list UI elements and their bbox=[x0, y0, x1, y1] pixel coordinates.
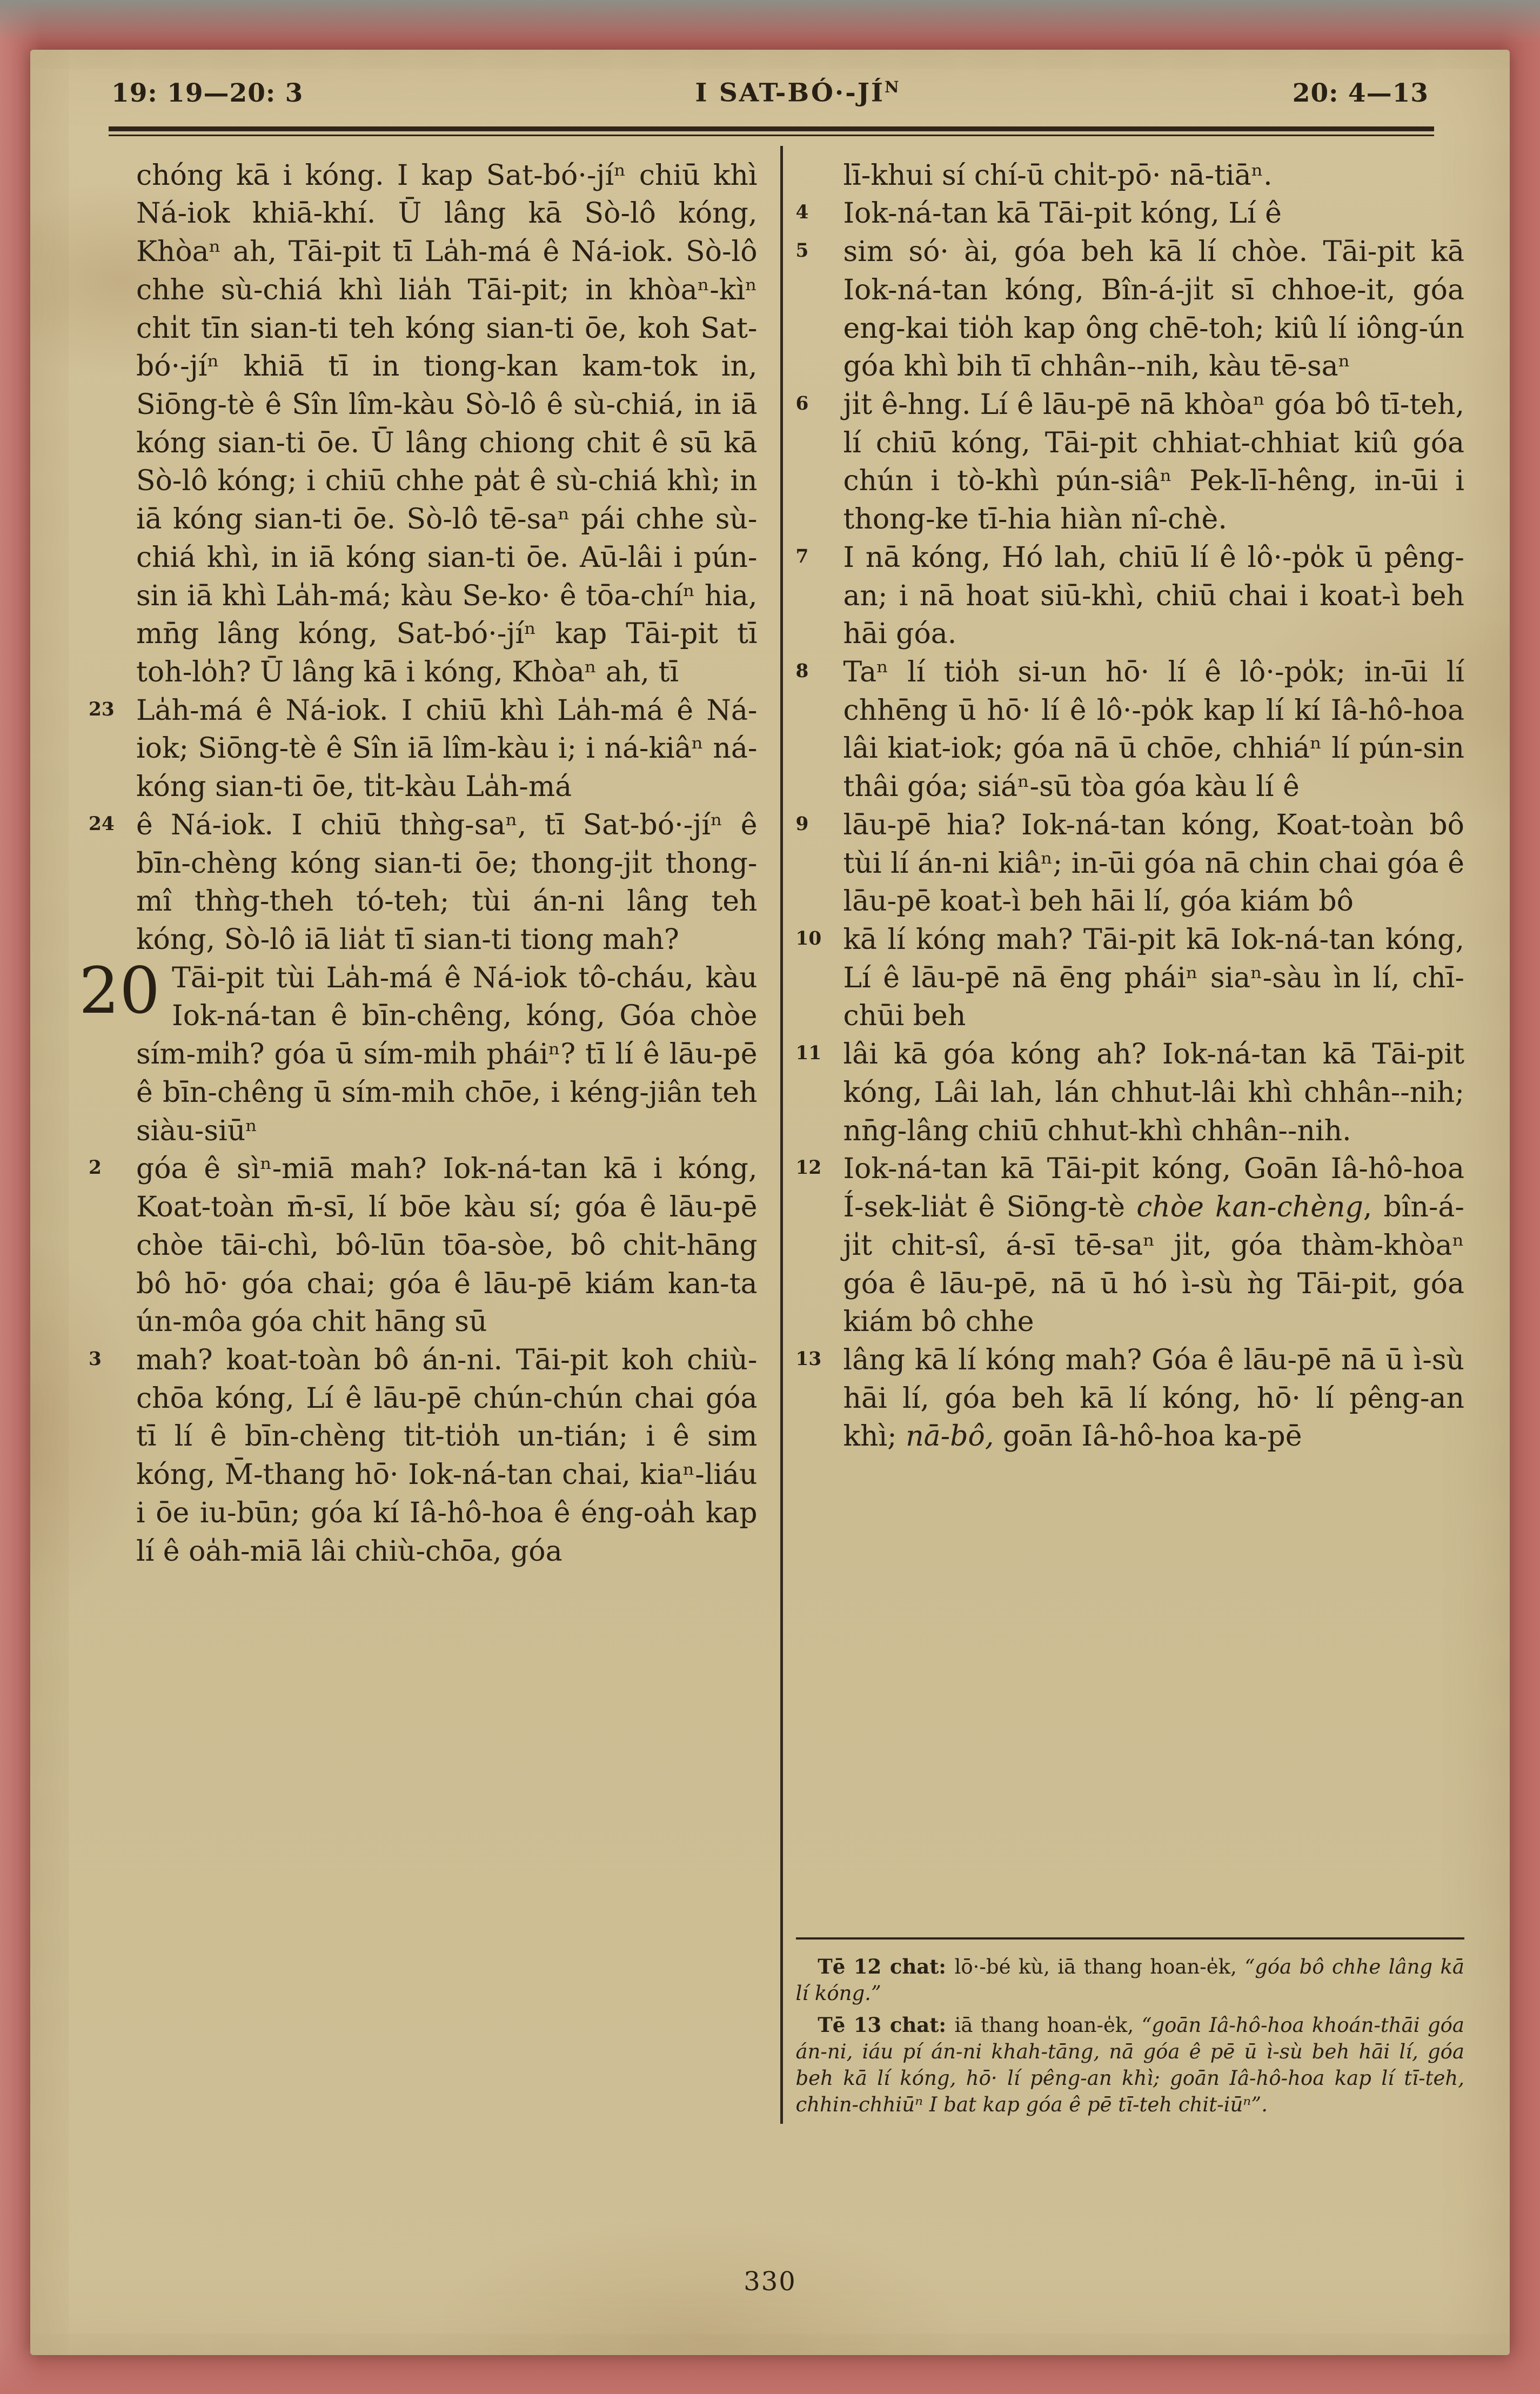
footnote bbox=[796, 1954, 1465, 2007]
verse-number: 24 bbox=[89, 813, 115, 835]
verse-paragraph bbox=[89, 1341, 758, 1570]
text-run: kā lí kóng mah? Tāi-pit kā Iok-ná-tan kóng, Lí ê lāu-pē nā ēng pháiⁿ siaⁿ-sàu ìn lí, chī-chūi beh bbox=[843, 924, 1464, 1033]
verse-number: 2 bbox=[89, 1157, 102, 1179]
verse-number: 10 bbox=[795, 928, 822, 950]
right-column bbox=[783, 157, 1472, 2124]
book-title-text: I SAT-BÓ·-JÍ bbox=[695, 78, 885, 108]
header-rule bbox=[109, 126, 1434, 136]
text-run: goān Iâ-hô-hoa ka-pē bbox=[994, 1420, 1302, 1453]
text-run: La̍h-má ê Ná-iok. I chiū khì La̍h-má ê Ná-iok; Siōng-tè ê Sîn iā lîm-kàu i; i ná-kiâⁿ ná-kóng sian-ti ōe, ti̍t-kàu La̍h-má bbox=[136, 694, 758, 804]
verse-paragraph bbox=[89, 806, 758, 959]
text-run: “goān Iâ-hô-hoa khoán-thāi góa án-ni, iáu pí án-ni khah-tāng, nā góa ê pē ū ì-sù beh hāi lí, góa beh kā lí kóng, hō· lí pêng-an khì; goān Iâ-hô-hoa kap lí tī-teh, chhin-chhiūⁿ I bat kap góa ê pē tī-teh chit-iūⁿ”. bbox=[795, 2014, 1464, 2116]
verse-paragraph bbox=[795, 195, 1465, 233]
text-run: “góa bô chhe lâng kā lí kóng.” bbox=[795, 1955, 1464, 2005]
text-run: lâng kā lí kóng mah? Góa ê lāu-pē nā ū ì-sù hāi lí, góa beh kā lí kóng, hō· lí pêng-an khì; bbox=[843, 1343, 1464, 1453]
left-column bbox=[72, 157, 780, 2124]
text-run: lī-khui sí chí-ū chi̍t-pō· nā-tiāⁿ. bbox=[843, 159, 1273, 192]
book-title bbox=[695, 78, 900, 108]
text-run: Iok-ná-tan kā Tāi-pit kóng, Lí ê bbox=[843, 197, 1282, 230]
text-run: sim só· ài, góa beh kā lí chòe. Tāi-pit kā Iok-ná-tan kóng, Bîn-á-ji̍t sī chhoe-it, góa eng-kai tio̍h kap ông chē-toh; kiû lí iông-ún góa khì bih tī chhân--nih, kàu tē-saⁿ bbox=[843, 236, 1464, 383]
verse-paragraph bbox=[136, 157, 758, 692]
text-run: ji̍t ê-hng. Lí ê lāu-pē nā khòaⁿ góa bô tī-teh, lí chiū kóng, Tāi-pit chhiat-chhiat kiû góa chún i tò-khì pún-siâⁿ Pek-lī-hêng, in-ūi i thong-ke tī-hia hiàn nî-chè. bbox=[843, 388, 1464, 536]
verse-paragraph bbox=[795, 386, 1465, 539]
verse-number: 9 bbox=[795, 813, 809, 835]
text-run: Tē 13 chat: bbox=[818, 2013, 955, 2037]
verse-number: 13 bbox=[795, 1348, 822, 1370]
verse-paragraph bbox=[795, 1341, 1465, 1456]
verse-paragraph bbox=[795, 233, 1465, 386]
text-run: góa ê sìⁿ-miā mah? Iok-ná-tan kā i kóng, Koat-toàn m̄-sī, lí bōe kàu sí; góa ê lāu-pē chòe tāi-chì, bô-lūn tōa-sòe, bô chi̍t-hāng bô hō· góa chai; góa ê lāu-pē kiám kan-ta ún-môa góa chit hāng sū bbox=[136, 1153, 758, 1339]
verse-number: 4 bbox=[795, 202, 809, 224]
verse-number: 5 bbox=[795, 240, 809, 262]
verse-number: 7 bbox=[795, 545, 809, 567]
verse-number: 6 bbox=[795, 392, 809, 414]
text-run: Tāi-pit tùi La̍h-má ê Ná-iok tô-cháu, kàu Iok-ná-tan ê bīn-chêng, kóng, Góa chòe sím-mi̍h? góa ū sím-mi̍h pháiⁿ? tī lí ê lāu-pē ê bīn-chêng ū sím-mi̍h chōe, i kéng-jiân teh siàu-siūⁿ bbox=[136, 961, 758, 1147]
book-page bbox=[30, 50, 1510, 2355]
verse-paragraph bbox=[795, 653, 1465, 806]
page-number: 330 bbox=[744, 2266, 796, 2297]
text-run: chóng kā i kóng. I kap Sat-bó·-jíⁿ chiū khì Ná-iok khiā-khí. Ū lâng kā Sò-lô kóng, Khòaⁿ ah, Tāi-pit tī La̍h-má ê Ná-iok. Sò-lô chhe sù-chiá khì lia̍h Tāi-pit; in khòaⁿ-kìⁿ chi̍t tīn sian-ti teh kóng sian-ti ōe, koh Sat-bó·-jíⁿ khiā tī in tiong-kan kam-tok in, Siōng-tè ê Sîn lîm-kàu Sò-lô ê sù-chiá, in iā kóng sian-ti ōe. Ū lâng chiong chit ê sū kā Sò-lô kóng; i chiū chhe pa̍t ê sù-chiá khì; in iā kóng sian-ti ōe. Sò-lô tē-saⁿ pái chhe sù-chiá khì, in iā kóng sian-ti ōe. Aū-lâi i pún-sin iā khì La̍h-má; kàu Se-ko· ê tōa-chíⁿ hia, mn̄g lâng kóng, Sat-bó·-jíⁿ kap Tāi-pit tī toh-lo̍h? Ū lâng kā i kóng, Khòaⁿ ah, tī bbox=[136, 159, 758, 688]
verse-paragraph bbox=[795, 1035, 1465, 1150]
text-run: mah? koat-toàn bô án-ni. Tāi-pit koh chiù-chōa kóng, Lí ê lāu-pē chún-chún chai góa tī lí ê bīn-chèng ti̍t-tio̍h un-tián; i ê sim kóng, M̄-thang hō· Iok-ná-tan chai, kiaⁿ-liáu i ōe iu-būn; góa kí Iâ-hô-hoa ê éng-oa̍h kap lí ê oa̍h-miā lâi chiù-chōa, góa bbox=[136, 1343, 758, 1568]
chapter-opening-paragraph bbox=[79, 953, 758, 1151]
running-header bbox=[30, 50, 1510, 108]
text-run: Taⁿ lí tio̍h si-un hō· lí ê lô·-po̍k; in-ūi lí chhēng ū hō· lí ê lô·-po̍k kap lí kí Iâ-hô-hoa lâi kiat-iok; góa nā ū chōe, chhiáⁿ lí pún-sin thâi góa; siáⁿ-sū tòa góa kàu lí ê bbox=[843, 656, 1464, 804]
footnote-separator-rule bbox=[796, 1937, 1465, 1940]
text-columns bbox=[30, 136, 1510, 2124]
chapter-number: 20 bbox=[79, 953, 160, 1028]
verse-paragraph bbox=[795, 806, 1465, 921]
footnote bbox=[796, 2012, 1465, 2118]
verse-number: 3 bbox=[89, 1348, 102, 1370]
verse-number: 8 bbox=[795, 660, 809, 682]
verse-number: 11 bbox=[795, 1042, 822, 1065]
text-run: nā-bô, bbox=[906, 1420, 994, 1453]
verse-paragraph bbox=[795, 921, 1465, 1035]
text-run: , bîn-á-ji̍t chit-sî, á-sī tē-saⁿ ji̍t, góa thàm-khòaⁿ góa ê lāu-pē, nā ū hó ì-sù ǹg Tāi-pit, góa kiám bô chhe bbox=[843, 1191, 1464, 1339]
text-run: lō·-bé kù, iā thang hoan-e̍k, bbox=[954, 1955, 1245, 1978]
verse-number: 12 bbox=[795, 1157, 822, 1179]
verse-paragraph bbox=[795, 1150, 1465, 1341]
verse-paragraph bbox=[795, 539, 1465, 653]
text-run: lāu-pē hia? Iok-ná-tan kóng, Koat-toàn bô tùi lí án-ni kiâⁿ; in-ūi góa nā chin chai góa ê lāu-pē koat-ì beh hāi lí, góa kiám bô bbox=[843, 808, 1464, 918]
text-run: iā thang hoan-e̍k, bbox=[954, 2014, 1142, 2037]
text-run: ê Ná-iok. I chiū thǹg-saⁿ, tī Sat-bó·-jíⁿ ê bīn-chèng kóng sian-ti ōe; thong-ji̍t thong-mî thǹg-theh tó-teh; tùi án-ni lâng teh kóng, Sò-lô iā lia̍t tī sian-ti tiong mah? bbox=[136, 808, 758, 957]
text-run: lâi kā góa kóng ah? Iok-ná-tan kā Tāi-pit kóng, Lâi lah, lán chhut-lâi khì chhân--nih; nn̄g-lâng chiū chhut-khì chhân--nih. bbox=[843, 1038, 1464, 1147]
verse-paragraph bbox=[89, 692, 758, 806]
verse-number: 23 bbox=[89, 698, 115, 720]
text-run: Iok-ná-tan kā Tāi-pit kóng, Goān Iâ-hô-hoa Í-sek-lia̍t ê Siōng-tè bbox=[843, 1153, 1464, 1224]
text-run: chòe kan-chèng bbox=[1136, 1191, 1363, 1224]
text-run: Tē 12 chat: bbox=[818, 1954, 955, 1978]
verse-paragraph bbox=[843, 157, 1465, 195]
header-right-reference: 20: 4—13 bbox=[1292, 78, 1429, 108]
footnotes-section bbox=[795, 1954, 1465, 2124]
header-left-reference: 19: 19—20: 3 bbox=[111, 78, 304, 108]
left-column-verses bbox=[79, 157, 758, 1571]
text-run: I nā kóng, Hó lah, chiū lí ê lô·-po̍k ū pêng-an; i nā hoat siū-khì, chiū chai i koat-ì beh hāi góa. bbox=[843, 541, 1464, 651]
book-title-superscript-n: N bbox=[885, 78, 901, 96]
right-column-verses bbox=[795, 157, 1465, 1456]
verse-paragraph bbox=[89, 1150, 758, 1341]
